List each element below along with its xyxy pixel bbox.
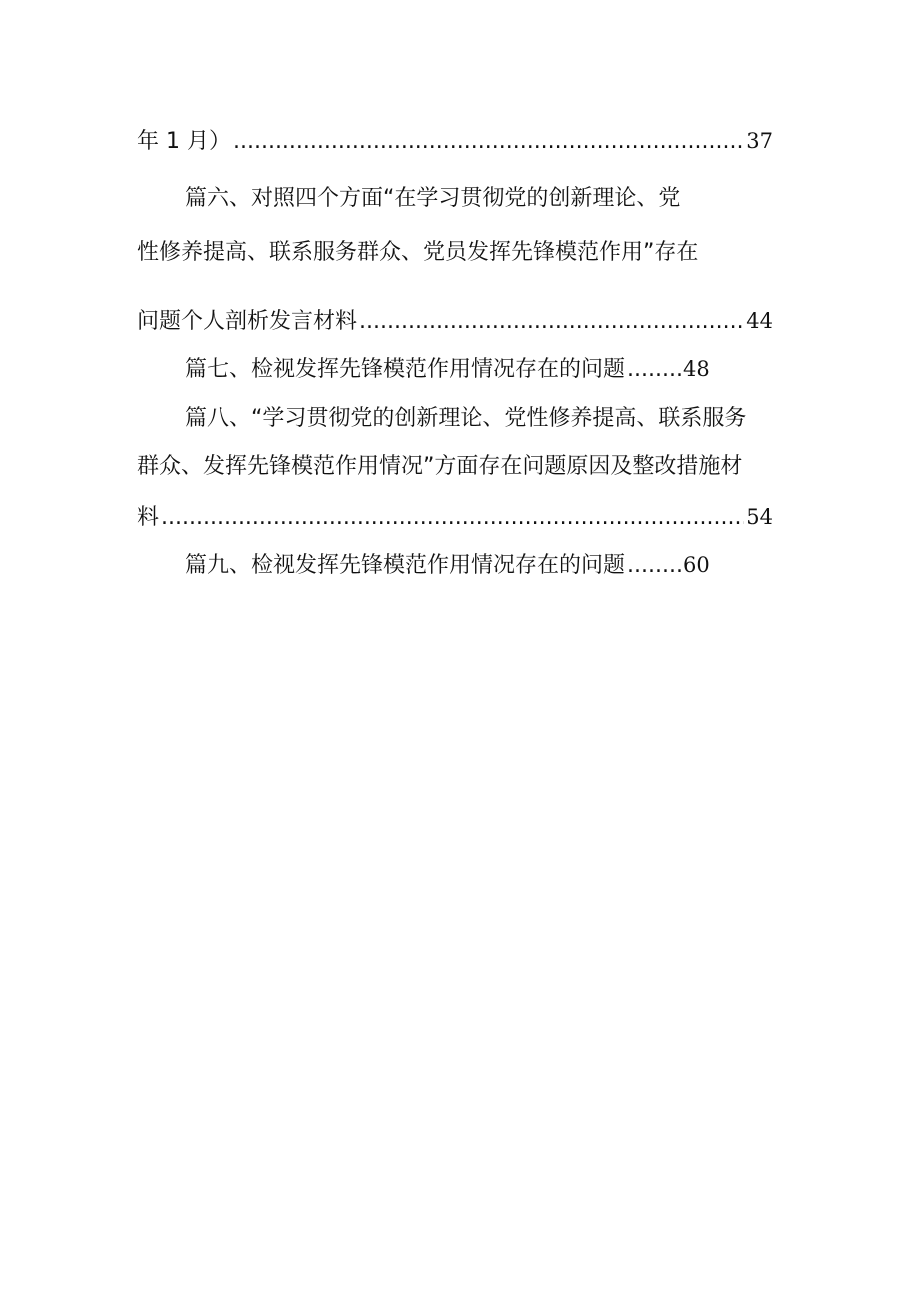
toc-entry-title-line[interactable] [137, 238, 698, 268]
toc-page-number: 37 [746, 129, 773, 153]
toc-entry-last-line[interactable] [185, 354, 710, 385]
dot-leader [627, 355, 681, 385]
toc-entry-title-line[interactable] [185, 184, 680, 214]
toc-entry-text: 篇七、检视发挥先锋模范作用情况存在的问题 [185, 357, 626, 382]
toc-page-number: 60 [683, 553, 710, 577]
toc-entry-continuation[interactable] [137, 126, 773, 157]
dot-leader [161, 503, 744, 533]
toc-page-number: 44 [746, 309, 773, 333]
toc-entry-last-line[interactable] [137, 306, 773, 337]
toc-entry-text: 群众、发挥先锋模范作用情况”方面存在问题原因及整改措施材 [137, 454, 743, 479]
toc-entry-title-line[interactable] [185, 404, 746, 434]
toc-page-number: 54 [746, 505, 773, 529]
toc-page-number: 48 [683, 357, 710, 381]
toc-entry-title-line[interactable] [137, 452, 742, 482]
toc-entry-text: 问题个人剖析发言材料 [137, 309, 358, 334]
dot-leader [359, 307, 744, 337]
toc-entry-text: 篇八、“学习贯彻党的创新理论、党性修养提高、联系服务 [185, 406, 747, 431]
toc-entry-text: 料 [137, 505, 160, 530]
toc-entry-text: 年 1 月） [137, 129, 231, 154]
toc-entry-text: 性修养提高、联系服务群众、党员发挥先锋模范作用”存在 [137, 240, 699, 265]
toc-entry-last-line[interactable] [185, 550, 710, 581]
toc-entry-text: 篇九、检视发挥先锋模范作用情况存在的问题 [185, 553, 626, 578]
dot-leader [233, 127, 744, 157]
toc-entry-text: 篇六、对照四个方面“在学习贯彻党的创新理论、党 [185, 186, 681, 211]
toc-entry-last-line[interactable] [137, 502, 773, 533]
dot-leader [627, 551, 681, 581]
